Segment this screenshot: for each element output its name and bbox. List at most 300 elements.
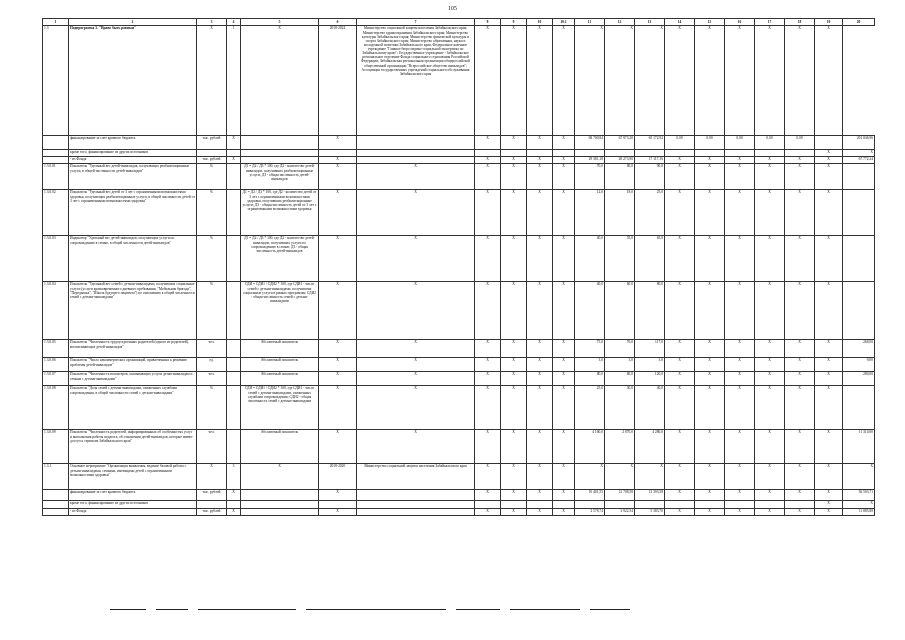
table-cell: X (725, 358, 755, 372)
table-cell: 1.3.0.04 (43, 282, 69, 340)
table-cell (241, 501, 319, 509)
table-cell: 29 381,18 (575, 157, 605, 164)
table-cell: кроме того, финансирование из других источников (69, 501, 197, 509)
table-cell: X (785, 430, 815, 464)
table-cell (575, 150, 605, 157)
table-cell: X (815, 282, 843, 340)
table-cell: 0,00 (665, 136, 695, 150)
table-cell: X (815, 490, 843, 501)
table-cell: 1.3.0.06 (43, 358, 69, 372)
table-cell: X (501, 372, 527, 386)
table-cell: X (357, 190, 475, 236)
table-cell: 3 (227, 464, 241, 490)
table-cell: X (553, 386, 575, 430)
table-row (43, 150, 875, 157)
table-cell: X (357, 386, 475, 430)
table-cell: СДИ = СДИ1 / СДИ2 * 100, где СДИ1 - число семей с детьми-инвалидами, получивших социальные услуги в рамках программы; СДИ2 - общая численность семей с детьми-инвалидами (241, 282, 319, 340)
table-cell: 90,0 (635, 164, 665, 190)
table-cell: чел. (197, 372, 227, 386)
table-cell (843, 282, 875, 340)
table-cell: X (475, 490, 501, 501)
page-number: 105 (448, 6, 457, 12)
column-number: 3 (197, 19, 227, 26)
table-cell: X (553, 340, 575, 358)
table-cell: ед. (197, 358, 227, 372)
table-cell: X (665, 386, 695, 430)
table-cell (227, 164, 241, 190)
table-cell: 17 117,16 (635, 157, 665, 164)
table-cell: кроме того, финансирование из других источников (69, 150, 197, 157)
table-cell: X (665, 490, 695, 501)
table-cell: X (665, 157, 695, 164)
table-cell (695, 501, 725, 509)
table-cell (475, 150, 501, 157)
table-cell (605, 501, 635, 509)
table-cell: X (665, 340, 695, 358)
table-cell: X (755, 340, 785, 358)
table-cell: X (501, 190, 527, 236)
table-cell: 1 (227, 26, 241, 136)
table-cell: X (475, 464, 501, 490)
table-cell: X (475, 386, 501, 430)
table-cell: X (755, 464, 785, 490)
table-cell: 40,0 (575, 282, 605, 340)
table-cell (665, 501, 695, 509)
table-cell: X (755, 358, 785, 372)
table-cell: X (785, 157, 815, 164)
table-cell: 80,0 (635, 282, 665, 340)
table-cell: X (755, 164, 785, 190)
table-cell (695, 150, 725, 157)
program-table-sheet (42, 18, 874, 571)
table-cell: X (553, 136, 575, 150)
program-table (42, 18, 875, 516)
table-cell: 75,0 (575, 340, 605, 358)
table-row (43, 490, 875, 501)
table-cell: 280,00 (843, 372, 875, 386)
table-cell: X (665, 26, 695, 136)
column-number: 7 (357, 19, 475, 26)
table-cell: Показатель "Удельный вес детей-инвалидов, получающих реабилитационные услуги, в общей численности детей-инвалидов" (69, 164, 197, 190)
table-cell: X (635, 26, 665, 136)
footer-line (306, 609, 446, 610)
table-cell: X (227, 136, 241, 150)
table-cell: % (197, 282, 227, 340)
table-cell (227, 430, 241, 464)
table-cell: Абсолютный показатель (241, 358, 319, 372)
table-cell: X (785, 464, 815, 490)
table-cell: X (725, 386, 755, 430)
table-cell: Основное мероприятие "Организация выявления, ведение базовой работы с детьми-инвалидами, семьями, имеющими детей с ограниченными возможностями здоровья" (69, 464, 197, 490)
table-cell: X (501, 157, 527, 164)
table-cell: 80,0 (575, 372, 605, 386)
table-cell (785, 501, 815, 509)
table-cell: X (197, 26, 227, 136)
column-number: 2 (69, 19, 197, 26)
table-cell: X (815, 358, 843, 372)
table-cell (227, 358, 241, 372)
table-cell: 1.3.0.03 (43, 236, 69, 282)
table-row (43, 386, 875, 430)
table-cell: X (843, 501, 875, 509)
table-cell: X (815, 509, 843, 516)
column-number: 6 (319, 19, 357, 26)
table-cell (843, 236, 875, 282)
table-cell: X (695, 372, 725, 386)
table-cell: X (475, 26, 501, 136)
table-cell: X (725, 430, 755, 464)
table-cell: X (725, 372, 755, 386)
table-cell: 40,0 (635, 386, 665, 430)
column-number: 13 (635, 19, 665, 26)
table-cell: тыс. рублей (197, 490, 227, 501)
table-cell: X (815, 386, 843, 430)
table-cell: 2018-2024 (319, 26, 357, 136)
table-row (43, 372, 875, 386)
table-cell: X (475, 164, 501, 190)
table-cell: Абсолютный показатель (241, 340, 319, 358)
column-number: 12 (605, 19, 635, 26)
table-cell: X (695, 430, 725, 464)
table-cell (227, 386, 241, 430)
table-cell: X (527, 386, 553, 430)
table-cell: X (501, 430, 527, 464)
column-number: 1 (43, 19, 69, 26)
table-cell (241, 490, 319, 501)
table-cell: X (475, 190, 501, 236)
table-cell (43, 157, 69, 164)
table-cell: 65,0 (635, 236, 665, 282)
table-cell: 30,0 (605, 386, 635, 430)
table-cell: X (501, 386, 527, 430)
table-cell: X (319, 282, 357, 340)
table-row (43, 430, 875, 464)
table-cell: X (785, 236, 815, 282)
table-cell (197, 501, 227, 509)
table-cell: X (553, 164, 575, 190)
table-cell: 1.3.0.07 (43, 372, 69, 386)
table-cell: X (725, 157, 755, 164)
footer-line (510, 609, 580, 610)
column-number: 10 (527, 19, 553, 26)
table-cell: 68 700,84 (575, 136, 605, 150)
table-cell: 36 503,71 (843, 490, 875, 501)
table-row (43, 157, 875, 164)
table-cell (725, 150, 755, 157)
table-cell: X (553, 509, 575, 516)
table-cell (43, 509, 69, 516)
table-cell: 1.3.0.02 (43, 190, 69, 236)
table-cell (527, 150, 553, 157)
table-cell: X (725, 282, 755, 340)
table-body (43, 19, 875, 516)
table-cell: X (575, 26, 605, 136)
table-cell (227, 150, 241, 157)
table-cell (843, 190, 875, 236)
table-cell (197, 150, 227, 157)
column-number: 11 (575, 19, 605, 26)
table-cell (227, 501, 241, 509)
table-cell (553, 150, 575, 157)
table-cell (527, 501, 553, 509)
table-cell: X (785, 490, 815, 501)
table-cell: X (527, 136, 553, 150)
table-cell: X (241, 464, 319, 490)
table-cell: 1.3.0.01 (43, 164, 69, 190)
table-cell: 18,0 (605, 190, 635, 236)
table-cell (501, 150, 527, 157)
table-cell: X (319, 164, 357, 190)
table-cell: X (527, 430, 553, 464)
table-cell: X (553, 190, 575, 236)
column-number: 15 (695, 19, 725, 26)
table-cell: X (695, 509, 725, 516)
table-cell: X (843, 150, 875, 157)
table-cell: X (319, 340, 357, 358)
table-row (43, 136, 875, 150)
table-cell: X (553, 372, 575, 386)
table-cell: 60,0 (605, 282, 635, 340)
table-cell: X (319, 509, 357, 516)
table-cell: 4 160,0 (575, 430, 605, 464)
footer-line (198, 609, 296, 610)
footer-separator-lines (110, 606, 750, 616)
table-cell: X (553, 157, 575, 164)
table-cell: X (785, 282, 815, 340)
table-cell (635, 150, 665, 157)
table-cell: X (357, 236, 475, 282)
table-row (43, 464, 875, 490)
table-cell: X (755, 509, 785, 516)
table-cell: X (665, 164, 695, 190)
table-cell: X (527, 157, 553, 164)
table-cell: тыс. рублей (197, 157, 227, 164)
table-cell: 65 172,92 (635, 136, 665, 150)
table-cell: Показатель "Численность трудоустроенных родителей (одного из родителей), воспитывающих детей-инвалидов" (69, 340, 197, 358)
table-cell: 201 846,96 (843, 136, 875, 150)
table-cell (755, 150, 785, 157)
table-cell: X (755, 157, 785, 164)
table-cell: X (695, 190, 725, 236)
table-cell (241, 509, 319, 516)
table-cell (501, 501, 527, 509)
table-cell (553, 501, 575, 509)
table-cell (357, 136, 475, 150)
table-cell: X (501, 490, 527, 501)
table-cell: 2 578,74 (575, 509, 605, 516)
table-cell: X (695, 164, 725, 190)
table-cell: X (695, 490, 725, 501)
table-cell: 13 393,58 (635, 490, 665, 501)
table-cell: 9,00 (843, 358, 875, 372)
table-cell: Показатель "Удельный вес семей с детьми-инвалидами, получивших социальные услуги (услуги кратковременного дневного пребывания, "Мобильная бригада", "Передышка", "Школа будущего пациента") по отношению к общей численности семей с детьми-инвалидами" (69, 282, 197, 340)
table-row (43, 236, 875, 282)
table-cell: X (815, 157, 843, 164)
table-cell: X (527, 340, 553, 358)
table-cell: X (319, 190, 357, 236)
table-cell (357, 150, 475, 157)
table-cell: X (755, 430, 785, 464)
table-cell: X (815, 190, 843, 236)
table-cell: 25,0 (575, 386, 605, 430)
table-cell: - из Фонда (69, 157, 197, 164)
column-number: 20 (843, 19, 875, 26)
table-cell: X (785, 340, 815, 358)
table-cell: X (475, 340, 501, 358)
table-cell: 80,0 (605, 372, 635, 386)
table-cell: Показатель "Численность волонтеров, оказывающих услуги детям-инвалидам и семьям с детьми-инвалидами" (69, 372, 197, 386)
table-cell: 67 772,24 (843, 157, 875, 164)
table-cell: X (475, 358, 501, 372)
table-cell: X (319, 490, 357, 501)
table-cell (43, 501, 69, 509)
table-cell: X (755, 282, 785, 340)
footer-line (590, 609, 630, 610)
table-cell (357, 509, 475, 516)
table-cell: 5 383,70 (635, 509, 665, 516)
table-cell: Министерство социальной защиты населения Забайкальского края (357, 464, 475, 490)
table-cell: X (475, 372, 501, 386)
table-cell: X (665, 236, 695, 282)
table-cell: X (815, 340, 843, 358)
table-row (43, 501, 875, 509)
table-cell: Д1 = Д2 / Д3 * 100, где Д2 - количество детей-инвалидов, получивших услуги по сопровождению в семью; Д3 - общая численность детей-инвалидов (241, 236, 319, 282)
table-cell: X (755, 490, 785, 501)
table-cell (241, 136, 319, 150)
table-row (43, 282, 875, 340)
table-cell: 1.3.0.09 (43, 430, 69, 464)
table-cell: X (501, 26, 527, 136)
table-cell: X (319, 358, 357, 372)
table-cell: X (815, 464, 843, 490)
table-cell (725, 501, 755, 509)
table-cell: Д1 = Д2 / Д3 * 100, где Д2 - количество детей-инвалидов, получивших реабилитационные услуги; Д3 - общая численность детей-инвалидов (241, 164, 319, 190)
table-cell: X (635, 464, 665, 490)
table-cell: X (527, 358, 553, 372)
table-cell: X (815, 501, 843, 509)
table-cell (815, 136, 843, 150)
table-cell: X (527, 464, 553, 490)
table-cell: X (501, 136, 527, 150)
table-cell: X (527, 490, 553, 501)
table-cell: тыс. рублей (197, 509, 227, 516)
table-cell: 55,0 (605, 236, 635, 282)
table-cell: X (319, 157, 357, 164)
table-cell: X (725, 190, 755, 236)
table-cell: 4 280,0 (635, 430, 665, 464)
table-cell (43, 150, 69, 157)
table-cell: X (197, 464, 227, 490)
table-cell: % (197, 164, 227, 190)
table-cell: X (725, 509, 755, 516)
table-cell: X (553, 236, 575, 282)
column-number: 10.1 (553, 19, 575, 26)
table-cell: 80,0 (605, 164, 635, 190)
table-cell: X (725, 490, 755, 501)
table-cell: 11 310,00 (843, 430, 875, 464)
table-cell: 117,0 (635, 340, 665, 358)
table-row (43, 164, 875, 190)
column-number: 5 (241, 19, 319, 26)
table-cell: 268,00 (843, 340, 875, 358)
table-cell: X (527, 26, 553, 136)
table-cell: X (695, 236, 725, 282)
table-cell: Д1 = Д2 / Д3 * 100, где Д2 - количество детей от 3 лет с ограниченными возможностями здоровья, получивших реабилитационные услуги; Д3 - общая численность детей от 3 лет с ограниченными возможностями здоровья (241, 190, 319, 236)
table-cell (605, 150, 635, 157)
table-cell: X (695, 464, 725, 490)
table-cell: 0,00 (695, 136, 725, 150)
footer-line (456, 609, 500, 610)
table-cell: X (815, 430, 843, 464)
table-cell: 3,0 (605, 358, 635, 372)
table-cell: X (755, 236, 785, 282)
table-cell: 67 973,20 (605, 136, 635, 150)
table-cell: Министерство социальной защиты населения Забайкальского края; Министерство здравоохранения Забайкальского края; Министерство культуры Забайкальского края; Министерство физической культуры и спорта Забайкальского края; Министерство образования, науки и молодежной политики Забайкальского края; Федеральное казенное учреждение "Главное бюро медико-социальной экспертизы по Забайкальскому краю"; Государственное учреждение - Забайкальское региональное отделение Фонда социального страхования Российской Федерации; Забайкальская региональная организация общероссийской общественной организации "Всероссийское общество инвалидов"; Ассоциация государственных учреждений социального обслуживания Забайкальского края (357, 26, 475, 136)
column-number: 14 (665, 19, 695, 26)
table-cell: Показатель "Доля семей с детьми-инвалидами, охваченных службами сопровождения, в общей численности семей с детьми-инвалидами" (69, 386, 197, 430)
table-cell: X (501, 282, 527, 340)
table-cell: X (319, 386, 357, 430)
table-cell: 1.3.1 (43, 464, 69, 490)
table-cell: X (319, 430, 357, 464)
table-cell: X (725, 164, 755, 190)
table-cell (43, 490, 69, 501)
table-cell: X (475, 509, 501, 516)
table-cell: X (815, 26, 843, 136)
table-cell: X (527, 509, 553, 516)
table-row (43, 358, 875, 372)
table-cell: X (785, 509, 815, 516)
table-cell: X (695, 358, 725, 372)
table-cell: X (501, 464, 527, 490)
table-cell: X (357, 430, 475, 464)
table-cell: X (665, 190, 695, 236)
table-cell (227, 282, 241, 340)
table-row (43, 509, 875, 516)
table-cell (357, 501, 475, 509)
table-cell: Показатель "Удельный вес детей от 3 лет с ограниченными возможностями здоровья, получающих реабилитационные услуги, в общей численности детей от 3 лет с ограниченными возможностями здоровья" (69, 190, 197, 236)
table-cell: X (695, 282, 725, 340)
table-cell (475, 501, 501, 509)
table-cell: X (815, 150, 843, 157)
table-cell (319, 501, 357, 509)
column-number: 16 (725, 19, 755, 26)
table-cell: Индикатор "Удельный вес детей-инвалидов, получающих услуги по сопровождению в семью, в общей численности детей-инвалидов" (69, 236, 197, 282)
table-cell: X (553, 282, 575, 340)
table-cell (843, 386, 875, 430)
table-cell: % (197, 386, 227, 430)
table-cell: X (501, 509, 527, 516)
table-cell: 0,00 (755, 136, 785, 150)
table-cell: X (665, 358, 695, 372)
table-cell: X (553, 490, 575, 501)
table-cell: X (815, 164, 843, 190)
table-cell: Абсолютный показатель (241, 372, 319, 386)
table-cell (785, 150, 815, 157)
table-cell: X (665, 509, 695, 516)
table-cell: X (475, 282, 501, 340)
table-cell: X (605, 26, 635, 136)
table-cell (357, 490, 475, 501)
table-cell: X (501, 358, 527, 372)
footer-line (156, 609, 188, 610)
table-cell: X (605, 464, 635, 490)
table-cell: X (475, 157, 501, 164)
table-cell: финансирование за счет краевого бюджета (69, 490, 197, 501)
table-cell: X (227, 509, 241, 516)
table-cell (755, 501, 785, 509)
table-cell (241, 157, 319, 164)
